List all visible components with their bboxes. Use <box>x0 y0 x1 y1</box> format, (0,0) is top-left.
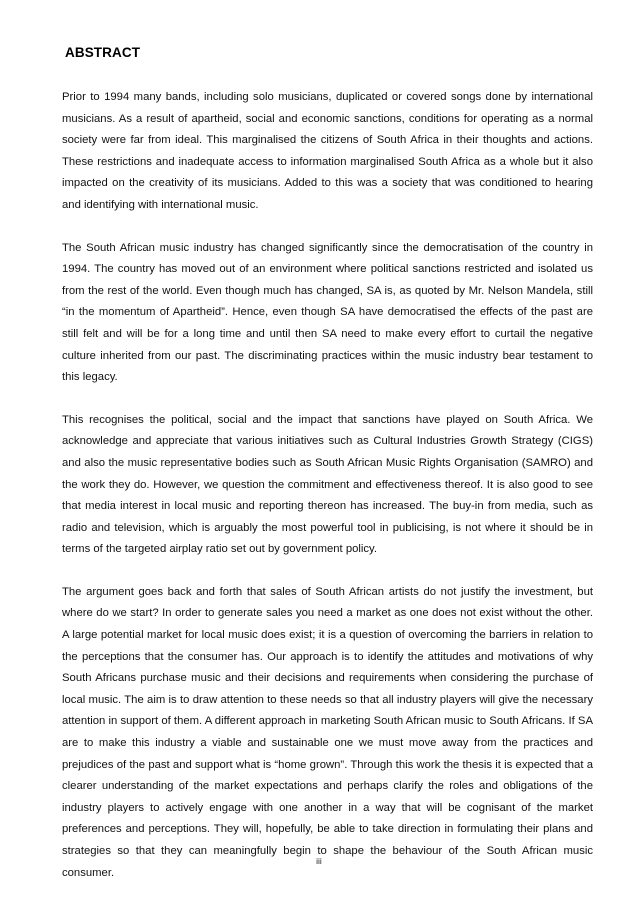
page-number: iii <box>316 856 322 866</box>
abstract-body <box>62 87 593 884</box>
abstract-heading: ABSTRACT <box>65 45 141 60</box>
abstract-paragraph-1: Prior to 1994 many bands, including solo musicians, duplicated or covered songs done by international musicians. As a result of apartheid, social and economic sanctions, conditions for operating as a normal society were far from ideal. This marginalised the citizens of South Africa in their thoughts and actions. These restrictions and inadequate access to information marginalised South Africa as a whole but it also impacted on the creativity of its musicians. Added to this was a society that was conditioned to hearing and identifying with international music. <box>62 91 593 211</box>
abstract-paragraph-4: The argument goes back and forth that sales of South African artists do not justify the investment, but where do we start? In order to generate sales you need a market as one does not exist without the other. A large potential market for local music does exist; it is a question of overcoming the barriers in relation to the perceptions that the consumer has. Our approach is to identify the attitudes and motivations of why South Africans purchase music and their decisions and requirements when considering the purchase of local music. The aim is to draw attention to these needs so that all industry players will give the necessary attention in support of them. A different approach in marketing South African music to South Africans. If SA are to make this industry a viable and sustainable one we must move away from the practices and prejudices of the past and support what is “home grown”. Through this work the thesis it is expected that a clearer understanding of the market expectations and perhaps clarify the roles and obligations of the industry players to actively engage with one another in a way that will be cognisant of the market preferences and perceptions. They will, hopefully, be able to take direction in formulating their plans and strategies so that they can meaningfully begin to shape the behaviour of the South African music consumer. <box>62 585 593 879</box>
abstract-paragraph-2: The South African music industry has changed significantly since the democratisation of the country in 1994. The country has moved out of an environment where political sanctions restricted and isolated us from the rest of the world. Even though much has changed, SA is, as quoted by Mr. Nelson Mandela, still “in the momentum of Apartheid”. Hence, even though SA have democratised the effects of the past are still felt and will be for a long time and until then SA need to make every effort to curtail the negative culture inherited from our past. The discriminating practices within the music industry bear testament to this legacy. <box>62 241 593 384</box>
abstract-paragraph-3: This recognises the political, social and the impact that sanctions have played on South Africa. We acknowledge and appreciate that various initiatives such as Cultural Industries Growth Strategy (CIGS) and also the music representative bodies such as South African Music Rights Organisation (SAMRO) and the work they do. However, we question the commitment and effectiveness thereof. It is also good to see that media interest in local music and reporting thereon has increased. The buy-in from media, such as radio and television, which is arguably the most powerful tool in publicising, is not where it should be in terms of the targeted airplay ratio set out by government policy. <box>62 413 593 556</box>
